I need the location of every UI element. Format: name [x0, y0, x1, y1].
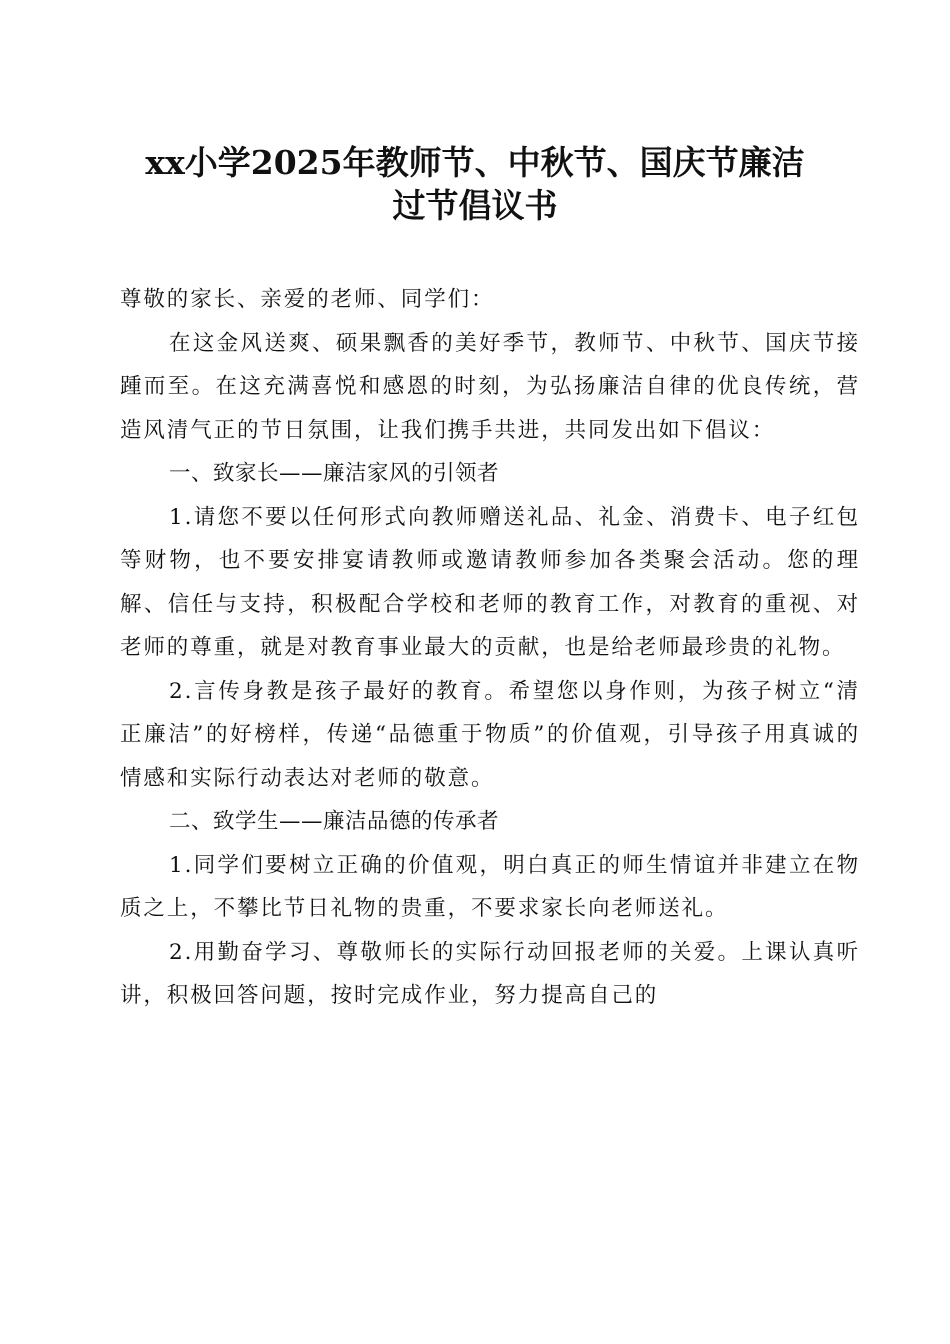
section-2-item-1: 1.同学们要树立正确的价值观，明白真正的师生情谊并非建立在物质之上，不攀比节日礼物的贵重，不要求家长向老师送礼。: [120, 852, 860, 921]
section-1-item-1: 1.请您不要以任何形式向教师赠送礼品、礼金、消费卡、电子红包等财物，也不要安排宴请教师或邀请教师参加各类聚会活动。您的理解、信任与支持，积极配合学校和老师的教育工作，对教育的重视、对老师的尊重，就是对教育事业最大的贡献，也是给老师最珍贵的礼物。: [120, 504, 860, 660]
document-title-line-1: xx小学2025年教师节、中秋节、国庆节廉洁: [145, 143, 805, 182]
salutation: 尊敬的家长、亲爱的老师、同学们：: [120, 287, 495, 312]
section-2-heading: 二、致学生——廉洁品德的传承者: [169, 809, 500, 834]
section-1-item-2: 2.言传身教是孩子最好的教育。希望您以身作则，为孩子树立“清正廉洁”的好榜样，传递“品德重于物质”的价值观，引导孩子用真诚的情感和实际行动表达对老师的敬意。: [120, 678, 860, 791]
section-2-item-2: 2.用勤奋学习、尊敬师长的实际行动回报老师的关爱。上课认真听讲，积极回答问题，按时完成作业，努力提高自己的: [120, 939, 860, 1008]
document-body: [120, 278, 860, 1018]
document-title-line-2: 过节倡议书: [392, 186, 558, 225]
section-1-heading: 一、致家长——廉洁家风的引领者: [169, 461, 500, 486]
intro-paragraph: 在这金风送爽、硕果飘香的美好季节，教师节、中秋节、国庆节接踵而至。在这充满喜悦和感恩的时刻，为弘扬廉洁自律的优良传统，营造风清气正的节日氛围，让我们携手共进，共同发出如下倡议：: [120, 330, 860, 443]
